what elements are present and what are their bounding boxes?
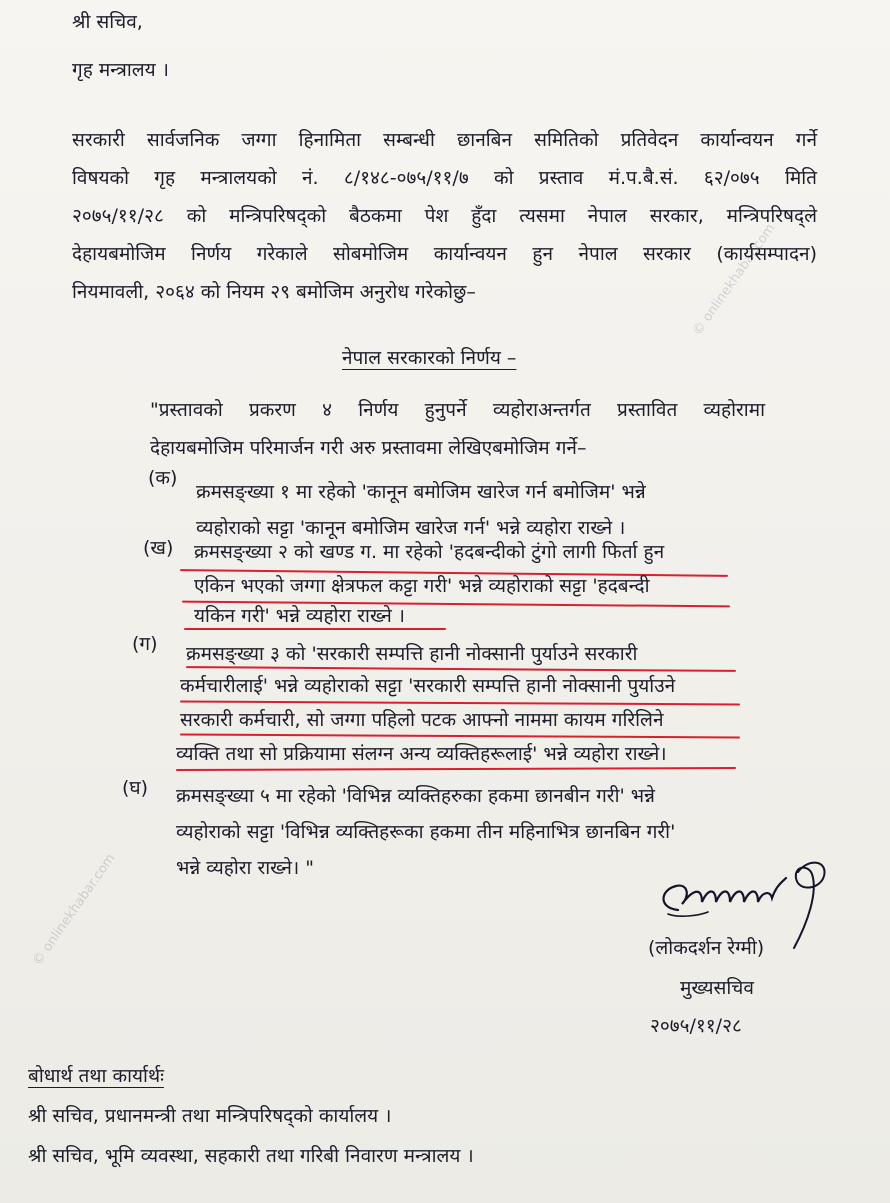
item-ga-line-1: क्रमसङ्ख्या ३ को 'सरकारी सम्पत्ति हानी नोक्सानी पुर्याउने सरकारी	[186, 643, 638, 665]
signatory-date: २०७५/११/२८	[650, 1015, 742, 1037]
watermark: © onlinekhabar.com	[690, 221, 779, 339]
item-gha-line-2: व्यहोराको सट्टा 'विभिन्न व्यक्तिहरूका हकमा तीन महिनाभित्र छानबिन गरी'	[176, 821, 676, 843]
item-marker-ga: (ग)	[132, 633, 158, 655]
item-marker-kha: (ख)	[143, 537, 174, 559]
cc-line-2: श्री सचिव, भूमि व्यवस्था, सहकारी तथा गरिबी निवारण मन्त्रालय ।	[28, 1145, 474, 1167]
watermark: © onlinekhabar.com	[30, 851, 119, 969]
decision-heading-text: नेपाल सरकारको निर्णय –	[342, 347, 517, 369]
item-ga-line-2: कर्मचारीलाई' भन्ने व्यहोराको सट्टा 'सरकारी सम्पत्ति हानी नोक्सानी पुर्याउने	[180, 675, 676, 697]
recipient-line-2: गृह मन्त्रालय ।	[72, 59, 169, 81]
decision-heading	[342, 346, 516, 370]
decision-intro-line-2: देहायबमोजिम परिमार्जन गरी अरु प्रस्तावमा लेखिएबमोजिम गर्ने–	[150, 437, 587, 459]
item-ga-line-3: सरकारी कर्मचारी, सो जग्गा पहिलो पटक आफ्नो नाममा कायम गरिलिने	[180, 709, 664, 731]
item-kha-line-1: क्रमसङ्ख्या २ को खण्ड ग. मा रहेको 'हदबन्दीको टुंगो लागी फिर्ता हुन	[194, 541, 665, 563]
intro-line-2: विषयको गृह मन्त्रालयको नं. ८/१४८-०७५/११/७ को प्रस्ताव मं.प.बै.सं. ६२/०७५ मिति	[72, 167, 817, 189]
item-marker-gha: (घ)	[122, 777, 149, 799]
signatory-title: मुख्यसचिव	[680, 977, 754, 999]
highlight-underline	[186, 666, 736, 672]
highlight-underline	[180, 734, 740, 739]
intro-line-5: नियमावली, २०६४ को नियम २९ बमोजिम अनुरोध गरेकोछु–	[72, 281, 476, 303]
signatory-name: (लोकदर्शन रेग्मी)	[648, 937, 765, 959]
cc-heading	[28, 1064, 164, 1088]
intro-line-4: देहायबमोजिम निर्णय गरेकाले सोबमोजिम कार्यान्वयन हुन नेपाल सरकार (कार्यसम्पादन)	[72, 243, 817, 265]
highlight-underline	[180, 701, 740, 706]
item-marker-ka: (क)	[148, 467, 178, 489]
highlight-underline	[184, 628, 446, 630]
item-kha-line-2: एकिन भएको जग्गा क्षेत्रफल कट्टा गरी' भन्ने व्यहोराको सट्टा 'हदबन्दी	[194, 575, 650, 597]
intro-line-1: सरकारी सार्वजनिक जग्गा हिनामिता सम्बन्धी छानबिन समितिको प्रतिवेदन कार्यान्वयन गर्ने	[72, 129, 817, 151]
item-kha-line-3: यकिन गरी' भन्ने व्यहोरा राख्ने ।	[194, 605, 405, 627]
item-gha-line-3: भन्ने व्यहोरा राख्ने। "	[176, 857, 314, 879]
item-ka-line-1: क्रमसङ्ख्या १ मा रहेको 'कानून बमोजिम खारेज गर्न बमोजिम' भन्ने	[196, 481, 646, 503]
cc-line-1: श्री सचिव, प्रधानमन्त्री तथा मन्त्रिपरिषद्को कार्यालय ।	[28, 1105, 392, 1127]
highlight-underline	[176, 767, 736, 771]
item-gha-line-1: क्रमसङ्ख्या ५ मा रहेको 'विभिन्न व्यक्तिहरुका हकमा छानबीन गरी' भन्ने	[176, 785, 655, 807]
intro-line-3: २०७५/११/२८ को मन्त्रिपरिषद्को बैठकमा पेश हुँदा त्यसमा नेपाल सरकार, मन्त्रिपरिषद्ले	[72, 205, 817, 227]
item-ga-line-4: व्यक्ति तथा सो प्रक्रियामा संलग्न अन्य व्यक्तिहरूलाई' भन्ने व्यहोरा राख्ने।	[176, 743, 667, 765]
cc-heading-text: बोधार्थ तथा कार्यार्थः	[28, 1065, 164, 1087]
recipient-line-1: श्री सचिव,	[72, 11, 143, 33]
item-ka-line-2: व्यहोराको सट्टा 'कानून बमोजिम खारेज गर्न' भन्ने व्यहोरा राख्ने ।	[196, 517, 626, 539]
decision-intro-line-1: "प्रस्तावको प्रकरण ४ निर्णय हुनुपर्ने व्यहोराअन्तर्गत प्रस्तावित व्यहोरामा	[150, 399, 765, 421]
